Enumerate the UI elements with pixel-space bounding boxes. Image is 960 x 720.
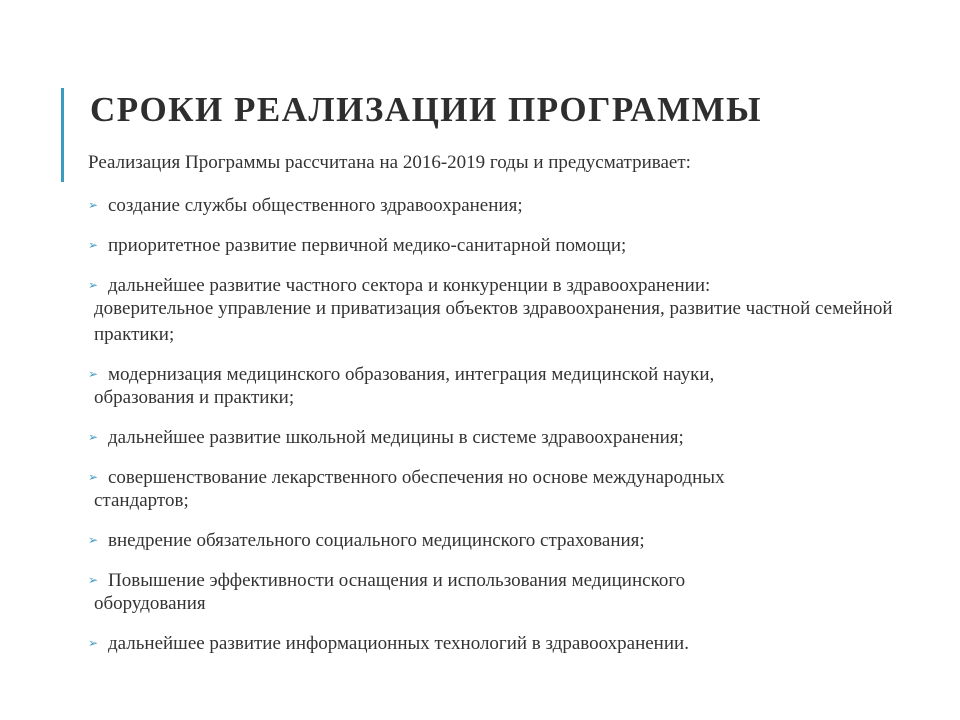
list-item <box>88 272 908 348</box>
list-item-text: дальнейшее развитие частного сектора и конкуренции в здравоохранении: <box>108 275 711 296</box>
list-item-text: дальнейшее развитие школьной медицины в системе здравоохранения; <box>108 427 684 448</box>
arrow-bullet-icon: ➢ <box>88 573 99 587</box>
list-item-text: дальнейшее развитие информационных технологий в здравоохранении. <box>108 633 689 654</box>
arrow-bullet-icon: ➢ <box>88 198 99 212</box>
arrow-bullet-icon: ➢ <box>88 367 99 381</box>
list-item-text: создание службы общественного здравоохранения; <box>108 195 523 216</box>
list-item-continuation: образования и практики; <box>94 387 295 408</box>
bullet-list <box>88 192 908 670</box>
list-item-text: Повышение эффективности оснащения и использования медицинского <box>108 570 686 591</box>
arrow-bullet-icon: ➢ <box>88 636 99 650</box>
list-item-text: совершенствование лекарственного обеспечения но основе международных <box>108 467 725 488</box>
list-item-text: внедрение обязательного социального медицинского страхования; <box>108 530 645 551</box>
list-item <box>88 527 908 554</box>
list-item <box>88 630 908 657</box>
list-item-text: приоритетное развитие первичной медико-санитарной помощи; <box>108 235 627 256</box>
list-item-continuation: доверительное управление и приватизация объектов здравоохранения, развитие частной семейной практики; <box>94 298 893 345</box>
arrow-bullet-icon: ➢ <box>88 533 99 547</box>
list-item <box>88 464 908 514</box>
arrow-bullet-icon: ➢ <box>88 470 99 484</box>
list-item <box>88 232 908 259</box>
list-item <box>88 567 908 617</box>
title-accent-bar <box>61 88 64 182</box>
list-item <box>88 192 908 219</box>
list-item-continuation: стандартов; <box>94 490 189 511</box>
list-item-continuation: оборудования <box>94 593 206 614</box>
arrow-bullet-icon: ➢ <box>88 430 99 444</box>
list-item <box>88 424 908 451</box>
arrow-bullet-icon: ➢ <box>88 238 99 252</box>
list-item-text: модернизация медицинского образования, интеграция медицинской науки, <box>108 364 715 385</box>
intro-text: Реализация Программы рассчитана на 2016-2019 годы и предусматривает: <box>88 152 691 173</box>
arrow-bullet-icon: ➢ <box>88 278 99 292</box>
list-item <box>88 361 908 411</box>
slide-title: СРОКИ РЕАЛИЗАЦИИ ПРОГРАММЫ <box>90 90 763 129</box>
